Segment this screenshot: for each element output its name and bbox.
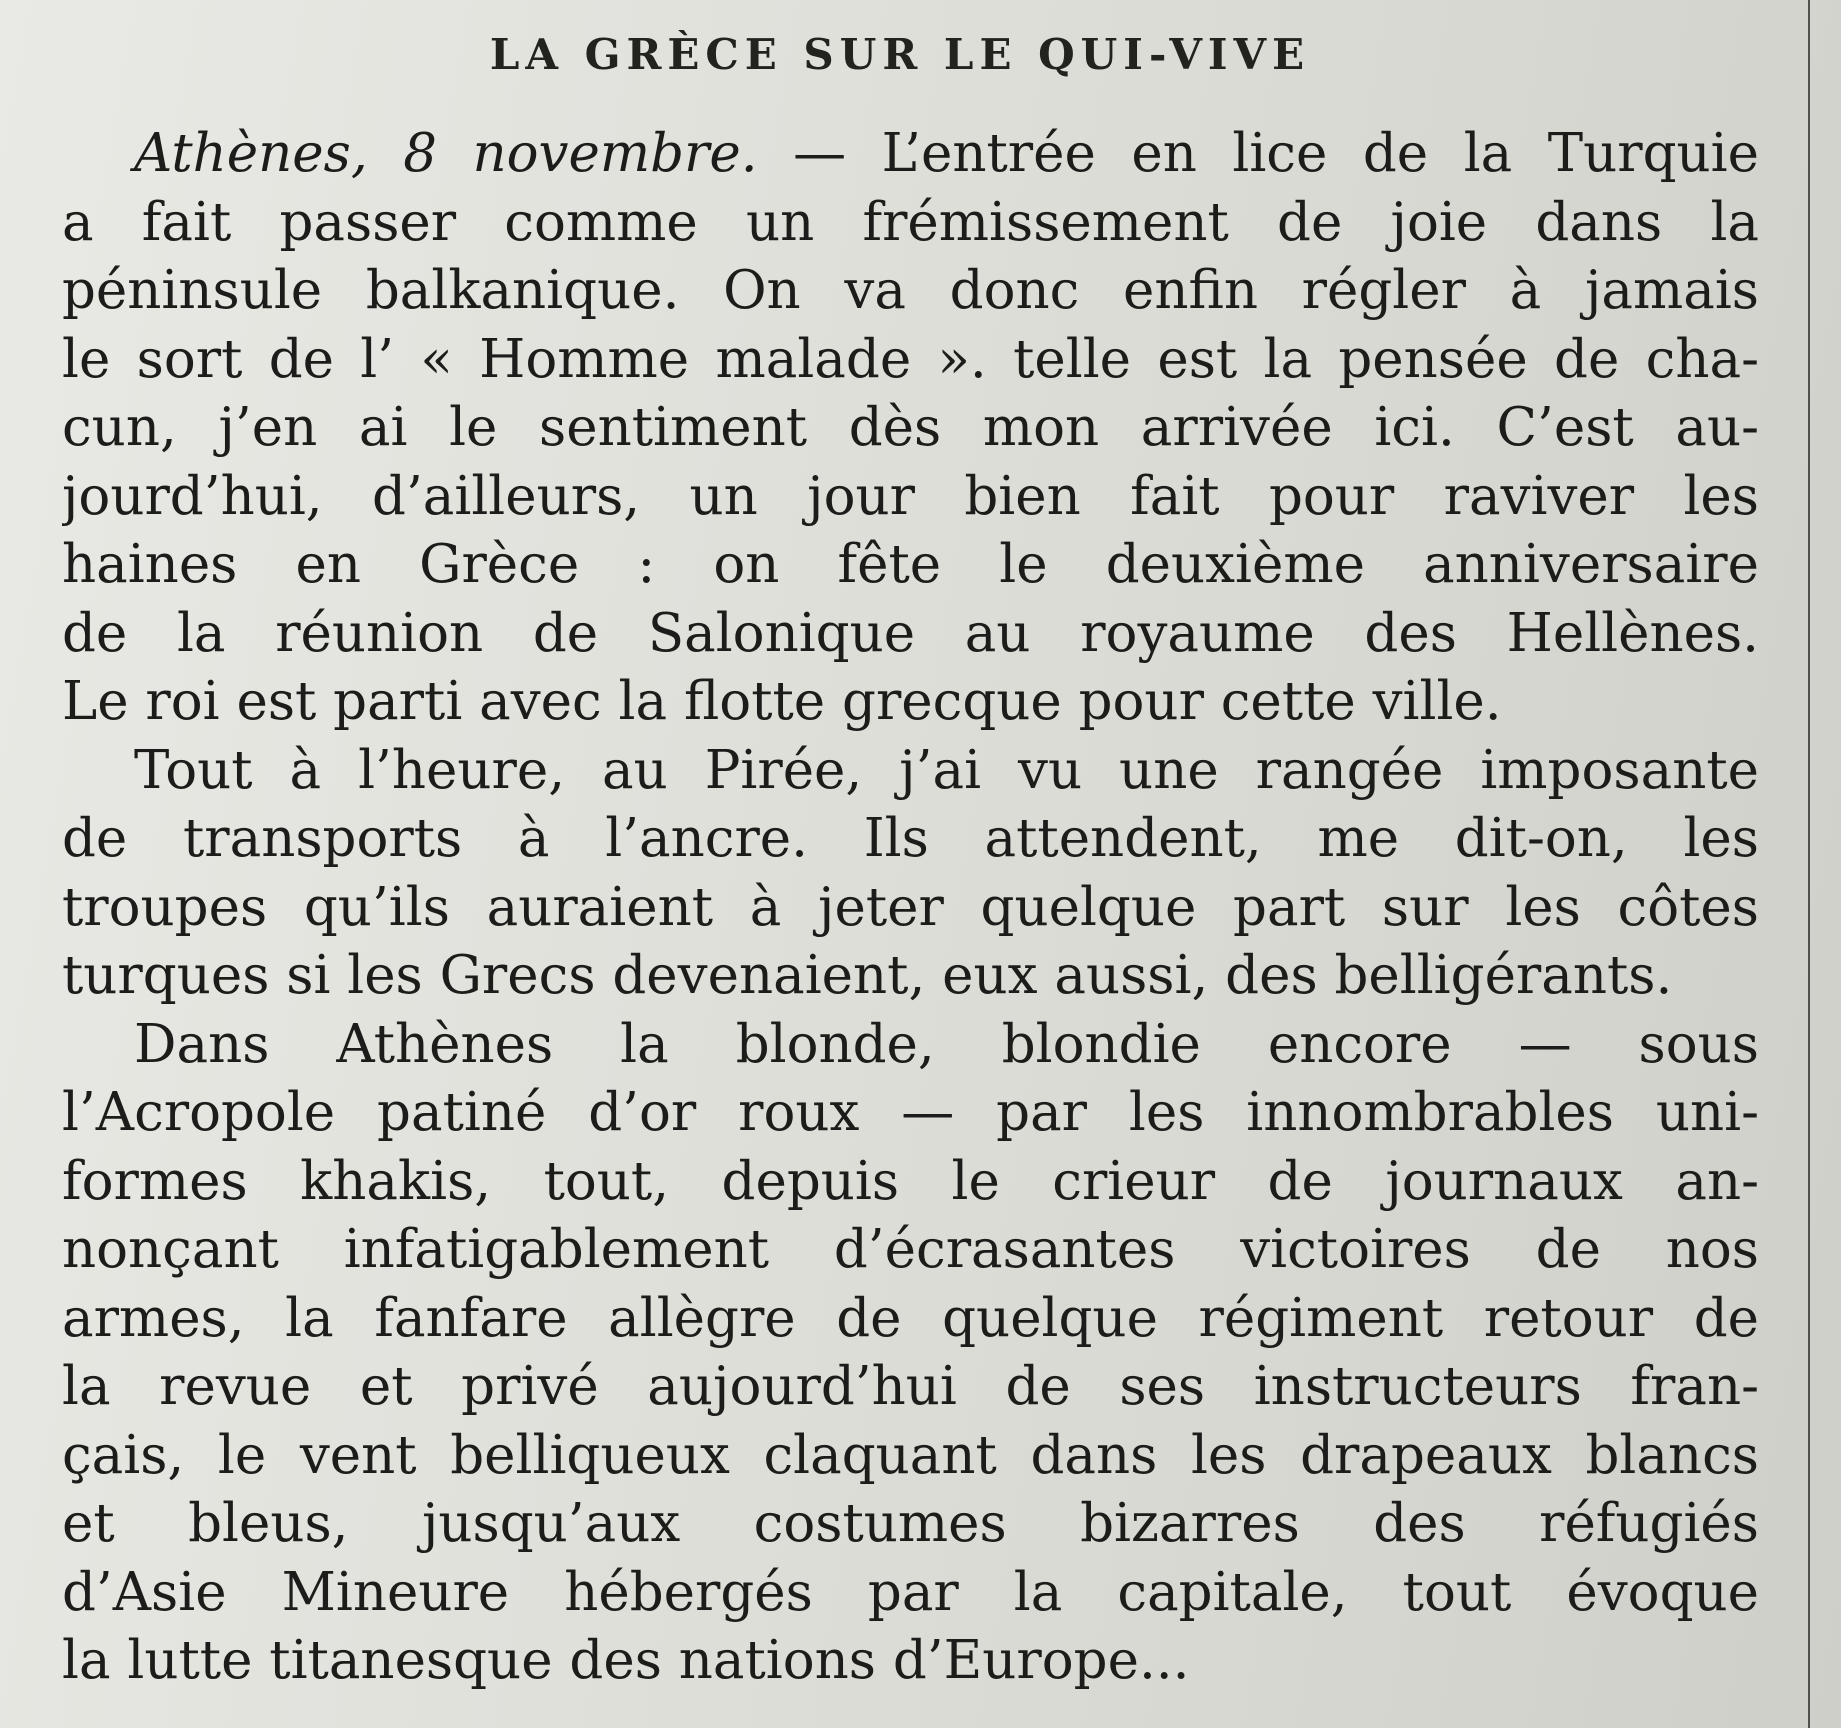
text-line: de la réunion de Salonique au royaume des Hellènes.: [62, 602, 1759, 664]
text-line: haines en Grèce : on fête le deuxième anniversaire: [62, 534, 1759, 595]
text-line: la revue et privé aujourd’hui de ses instructeurs fran-: [62, 1356, 1759, 1417]
text-line: armes, la fanfare allègre de quelque régiment retour de: [62, 1287, 1759, 1349]
text-line: çais, le vent belliqueux claquant dans les drapeaux blancs: [62, 1424, 1759, 1486]
article-body: [62, 120, 1759, 1696]
text-line: le sort de l’ « Homme malade ». telle est la pensée de cha-: [62, 328, 1759, 390]
text-line: cun, j’en ai le sentiment dès mon arrivée ici. C’est au-: [62, 397, 1759, 458]
text-line: nonçant infatigablement d’écrasantes victoires de nos: [62, 1219, 1759, 1280]
text-line: péninsule balkanique. On va donc enfin régler à jamais: [62, 260, 1759, 321]
text-line: et bleus, jusqu’aux costumes bizarres des réfugiés: [62, 1493, 1759, 1554]
article-headline: LA GRÈCE SUR LE QUI-VIVE: [489, 30, 1311, 79]
dateline: Athènes, 8 novembre.: [134, 123, 758, 184]
column-rule: [1808, 0, 1810, 1728]
text-line: de transports à l’ancre. Ils attendent, me dit-on, les: [62, 808, 1759, 869]
text-line: Le roi est parti avec la flotte grecque pour cette ville.: [62, 671, 1502, 732]
text-line: a fait passer comme un frémissement de joie dans la: [62, 191, 1759, 253]
text-line: d’Asie Mineure hébergés par la capitale, tout évoque: [62, 1561, 1759, 1623]
text-line: Dans Athènes la blonde, blondie encore — sous: [134, 1013, 1759, 1075]
first-line-text: — L’entrée en lice de la Turquie: [757, 123, 1759, 184]
text-line: troupes qu’ils auraient à jeter quelque part sur les côtes: [62, 876, 1759, 938]
text-line: [62, 120, 1759, 189]
text-line: jourd’hui, d’ailleurs, un jour bien fait pour raviver les: [62, 465, 1759, 527]
text-line: la lutte titanesque des nations d’Europe...: [62, 1630, 1190, 1691]
text-line: l’Acropole patiné d’or roux — par les innombrables uni-: [62, 1082, 1759, 1143]
text-line: turques si les Grecs devenaient, eux aussi, des belligérants.: [62, 945, 1673, 1006]
text-line: formes khakis, tout, depuis le crieur de journaux an-: [62, 1150, 1759, 1212]
text-line: Tout à l’heure, au Pirée, j’ai vu une rangée imposante: [134, 739, 1759, 801]
